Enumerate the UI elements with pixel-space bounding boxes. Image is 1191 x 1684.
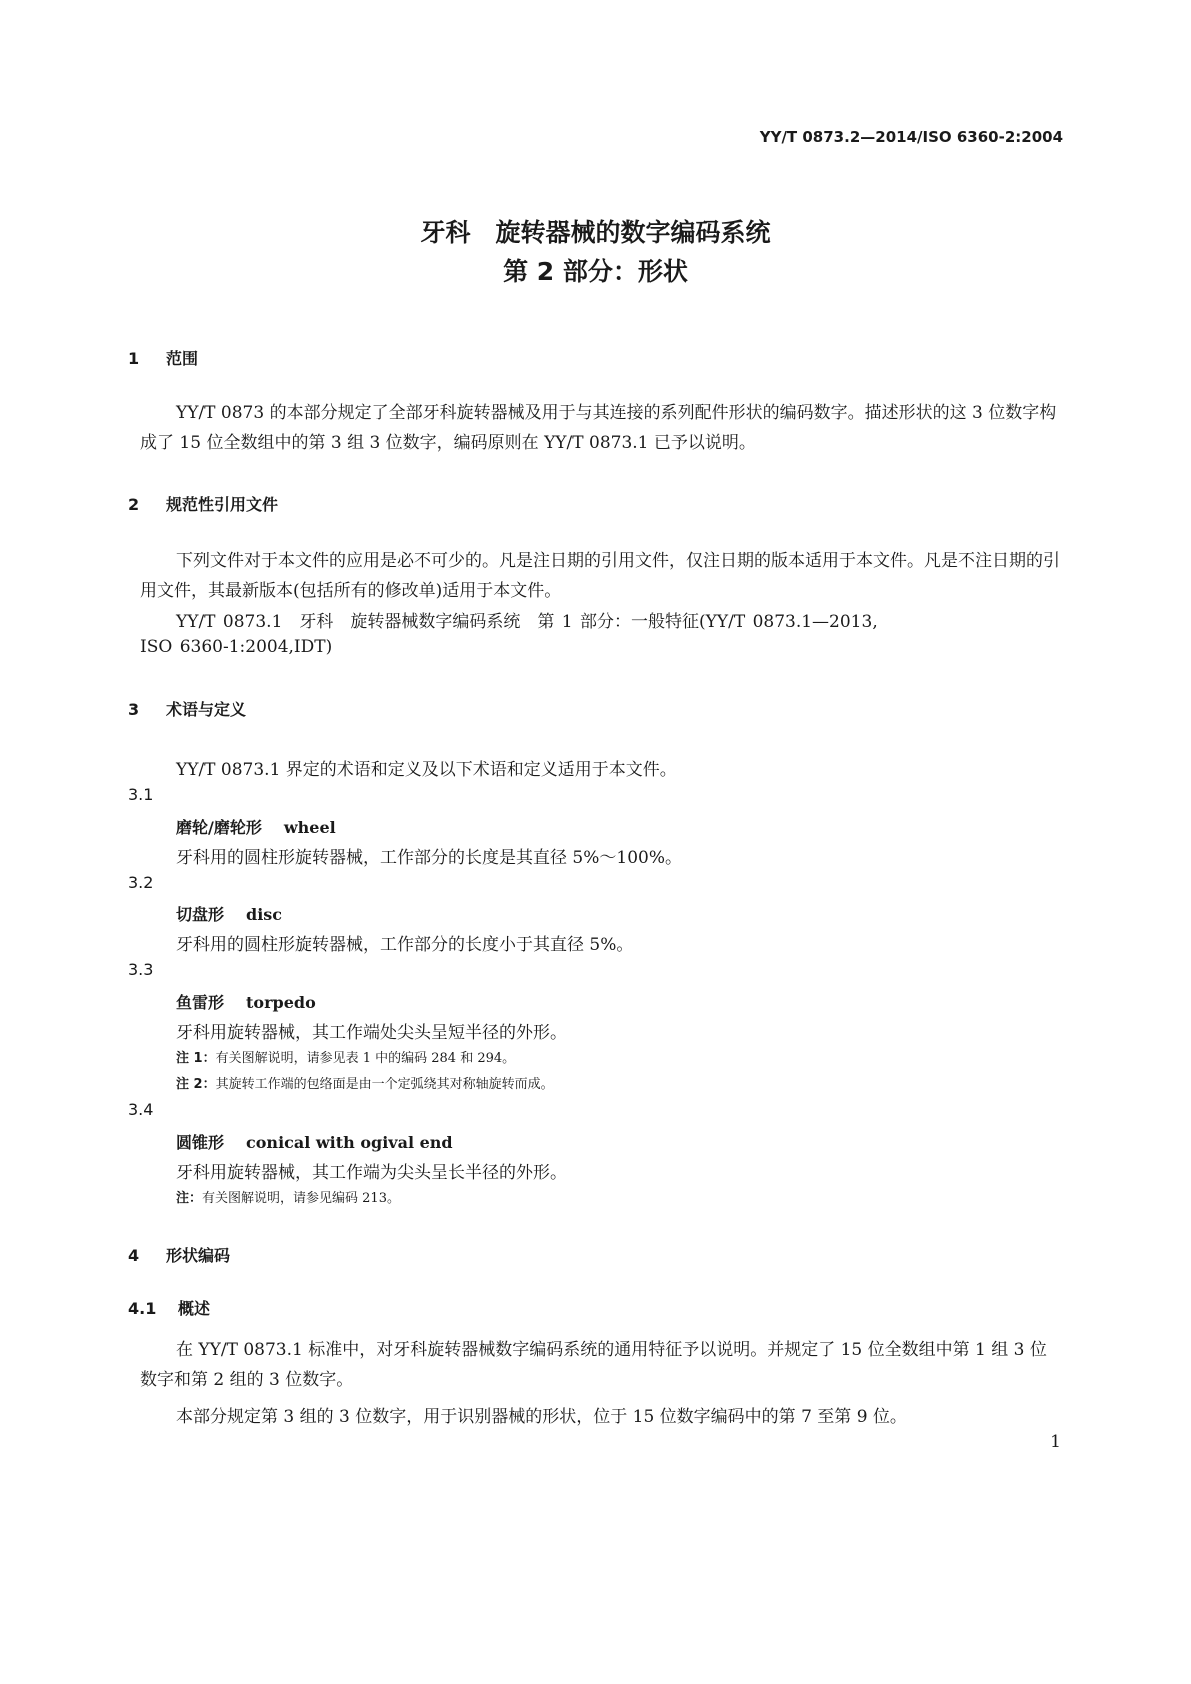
section-3-heading: 3 术语与定义 xyxy=(128,700,247,719)
term-note: 注 2：其旋转工作端的包络面是由一个定弧绕其对称轴旋转而成。 xyxy=(176,1077,554,1092)
document-title: 牙科 旋转器械的数字编码系统 xyxy=(420,218,771,247)
term-definition: 牙科用的圆柱形旋转器械，工作部分的长度是其直径 5%～100%。 xyxy=(176,848,682,868)
term-number: 3.3 xyxy=(128,960,154,979)
section-2-heading: 2 规范性引用文件 xyxy=(128,495,279,514)
term-note: 注：有关图解说明，请参见编码 213。 xyxy=(176,1191,400,1206)
section-3-intro: YY/T 0873.1 界定的术语和定义及以下术语和定义适用于本文件。 xyxy=(176,760,677,780)
term-definition: 牙科用旋转器械，其工作端处尖头呈短半径的外形。 xyxy=(176,1023,567,1043)
term-number: 3.1 xyxy=(128,785,154,804)
document-subtitle: 第 2 部分：形状 xyxy=(503,257,688,286)
section-1-heading: 1 范围 xyxy=(128,349,199,368)
term-number: 3.2 xyxy=(128,873,154,892)
term-title: 鱼雷形 torpedo xyxy=(176,993,316,1012)
term-title: 圆锥形 conical with ogival end xyxy=(176,1133,453,1152)
term-number: 3.4 xyxy=(128,1100,154,1119)
term-definition: 牙科用的圆柱形旋转器械，工作部分的长度小于其直径 5%。 xyxy=(176,935,634,955)
subsection-4-1-heading: 4.1 概述 xyxy=(128,1299,211,1318)
term-title: 切盘形 disc xyxy=(176,905,283,924)
page-number: 1 xyxy=(1050,1432,1061,1452)
normative-reference-line1: YY/T 0873.1 牙科 旋转器械数字编码系统 第 1 部分：一般特征(YY/T 0873.1—2013, xyxy=(176,612,878,632)
term-title: 磨轮/磨轮形 wheel xyxy=(176,818,336,837)
section-4-paragraph-2: 本部分规定第 3 组的 3 位数字，用于识别器械的形状，位于 15 位数字编码中的第 7 至第 9 位。 xyxy=(176,1407,907,1427)
section-1-paragraph: YY/T 0873 的本部分规定了全部牙科旋转器械及用于与其连接的系列配件形状的编码数字。描述形状的这 3 位数字构成了 15 位全数组中的第 3 组 3 位数字，编码原则在 YY/T 0873.1 已予以说明。 xyxy=(140,403,1057,453)
section-4-paragraph-1: 在 YY/T 0873.1 标准中，对牙科旋转器械数字编码系统的通用特征予以说明。并规定了 15 位全数组中第 1 组 3 位数字和第 2 组的 3 位数字。 xyxy=(140,1340,1047,1390)
normative-reference-line2: ISO 6360-1:2004,IDT) xyxy=(140,637,333,657)
standard-number: YY/T 0873.2—2014/ISO 6360-2:2004 xyxy=(759,128,1063,146)
section-2-paragraph: 下列文件对于本文件的应用是必不可少的。凡是注日期的引用文件，仅注日期的版本适用于本文件。凡是不注日期的引用文件，其最新版本(包括所有的修改单)适用于本文件。 xyxy=(140,551,1060,601)
term-note: 注 1：有关图解说明，请参见表 1 中的编码 284 和 294。 xyxy=(176,1051,516,1066)
section-4-heading: 4 形状编码 xyxy=(128,1246,231,1265)
term-definition: 牙科用旋转器械，其工作端为尖头呈长半径的外形。 xyxy=(176,1163,567,1183)
